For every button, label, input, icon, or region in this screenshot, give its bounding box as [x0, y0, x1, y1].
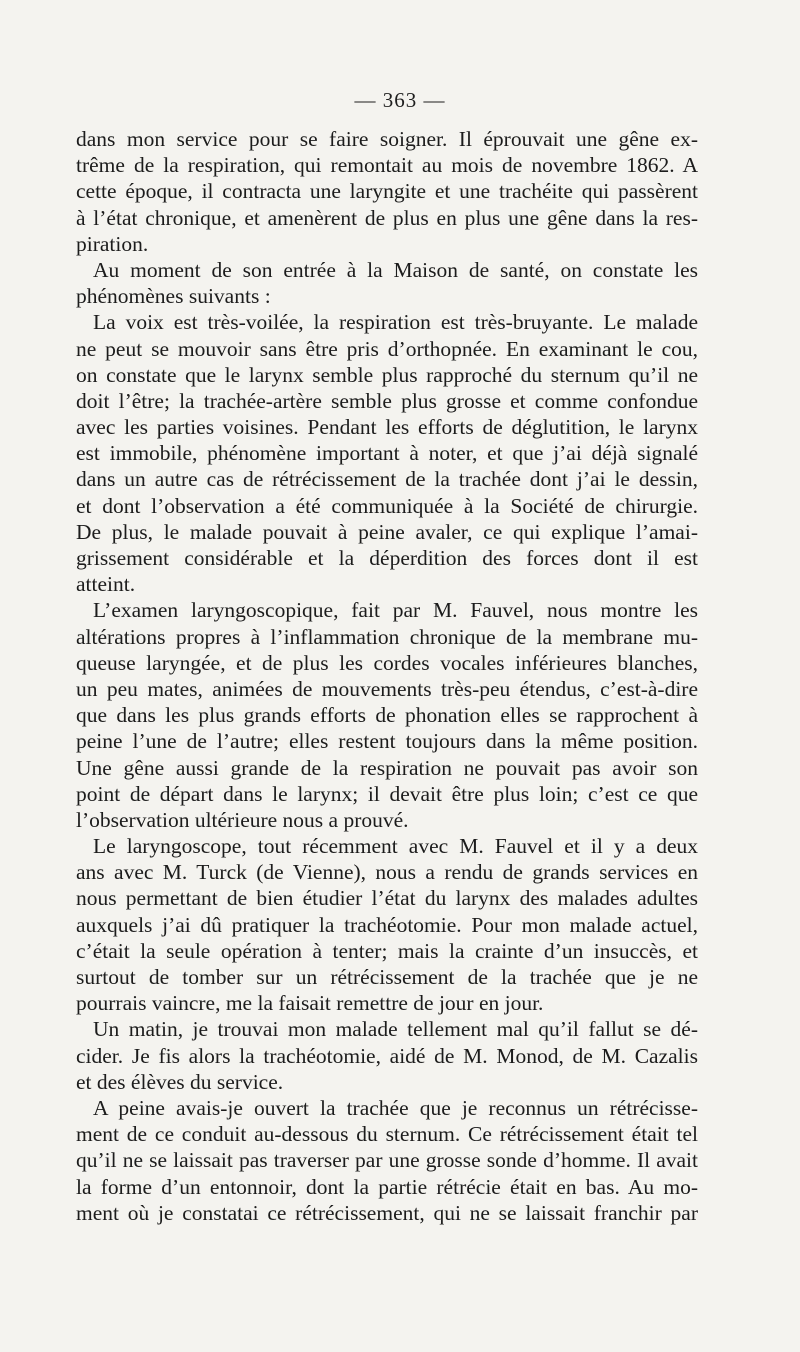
text-line: De plus, le malade pouvait à peine avaler, ce qui explique l’amai- [76, 519, 698, 544]
text-line: on constate que le larynx semble plus rapproché du sternum qu’il ne [76, 362, 698, 387]
text-line: peine l’une de l’autre; elles restent toujours dans la même position. [76, 729, 698, 754]
text-line: Une gêne aussi grande de la respiration ne pouvait pas avoir son [76, 755, 698, 780]
text-line: ans avec M. Turck (de Vienne), nous a rendu de grands services en [76, 860, 698, 885]
text-line: altérations propres à l’inflammation chronique de la membrane mu- [76, 624, 698, 649]
text-line: pourrais vaincre, me la faisait remettre de jour en jour. [76, 991, 544, 1016]
text-line: est immobile, phénomène important à noter, et que j’ai déjà signalé [76, 441, 698, 466]
page-number: — 363 — [354, 88, 446, 112]
text-line: surtout de tomber sur un rétrécissement de la trachée que je ne [76, 965, 698, 989]
text-line: L’examen laryngoscopique, fait par M. Fauvel, nous montre les [93, 598, 698, 623]
text-line: et dont l’observation a été communiquée à la Société de chirurgie. [76, 493, 698, 518]
text-line: La voix est très-voilée, la respiration est très-bruyante. Le malade [93, 310, 698, 335]
text-line: ment de ce conduit au-dessous du sternum. Ce rétrécissement était tel [76, 1122, 698, 1147]
text-line: à l’état chronique, et amenèrent de plus en plus une gêne dans la res- [76, 205, 698, 230]
text-line: doit l’être; la trachée-artère semble plus grosse et comme confondue [76, 388, 698, 413]
text-line: auxquels j’ai dû pratiquer la trachéotomie. Pour mon malade actuel, [76, 912, 698, 937]
text-line: ment où je constatai ce rétrécissement, qui ne se laissait franchir par [76, 1200, 698, 1225]
text-line: phénomènes suivants : [76, 284, 271, 309]
text-line: qu’il ne se laissait pas traverser par une grosse sonde d’homme. Il avait [76, 1148, 698, 1173]
text-line: avec les parties voisines. Pendant les efforts de déglutition, le larynx [76, 415, 698, 440]
text-line: piration. [76, 231, 149, 256]
text-line: dans un autre cas de rétrécissement de la trachée dont j’ai le dessin, [76, 467, 698, 492]
text-line: grissement considérable et la déperdition des forces dont il est [76, 546, 698, 570]
text-line: queuse laryngée, et de plus les cordes vocales inférieures blanches, [76, 650, 698, 675]
text-line: que dans les plus grands efforts de phonation elles se rapprochent à [76, 703, 698, 728]
text-line: A peine avais-je ouvert la trachée que je reconnus un rétrécisse- [93, 1095, 698, 1120]
text-line: ne peut se mouvoir sans être pris d’orthopnée. En examinant le cou, [76, 336, 698, 361]
text-line: atteint. [76, 572, 136, 597]
text-line: dans mon service pour se faire soigner. Il éprouvait une gêne ex- [76, 127, 698, 151]
text-line: cette époque, il contracta une laryngite et une trachéite qui passèrent [76, 179, 698, 204]
text-line: point de départ dans le larynx; il devait être plus loin; c’est ce que [76, 781, 698, 806]
text-line: Un matin, je trouvai mon malade tellement mal qu’il fallut se dé- [93, 1017, 698, 1042]
text-line: l’observation ultérieure nous a prouvé. [76, 807, 409, 832]
text-line: Le laryngoscope, tout récemment avec M. Fauvel et il y a deux [93, 834, 698, 859]
text-line: trême de la respiration, qui remontait au mois de novembre 1862. A [76, 153, 698, 178]
text-line: Au moment de son entrée à la Maison de santé, on constate les [93, 257, 698, 282]
text-line: la forme d’un entonnoir, dont la partie rétrécie était en bas. Au mo- [76, 1174, 698, 1199]
text-line: nous permettant de bien étudier l’état du larynx des malades adultes [76, 886, 698, 911]
text-line: et des élèves du service. [76, 1069, 284, 1094]
text-line: c’était la seule opération à tenter; mais la crainte d’un insuccès, et [76, 938, 698, 963]
body-text [76, 126, 698, 1226]
text-line: cider. Je fis alors la trachéotomie, aidé de M. Monod, de M. Cazalis [76, 1043, 698, 1068]
text-line: un peu mates, animées de mouvements très-peu étendus, c’est-à-dire [76, 676, 698, 701]
